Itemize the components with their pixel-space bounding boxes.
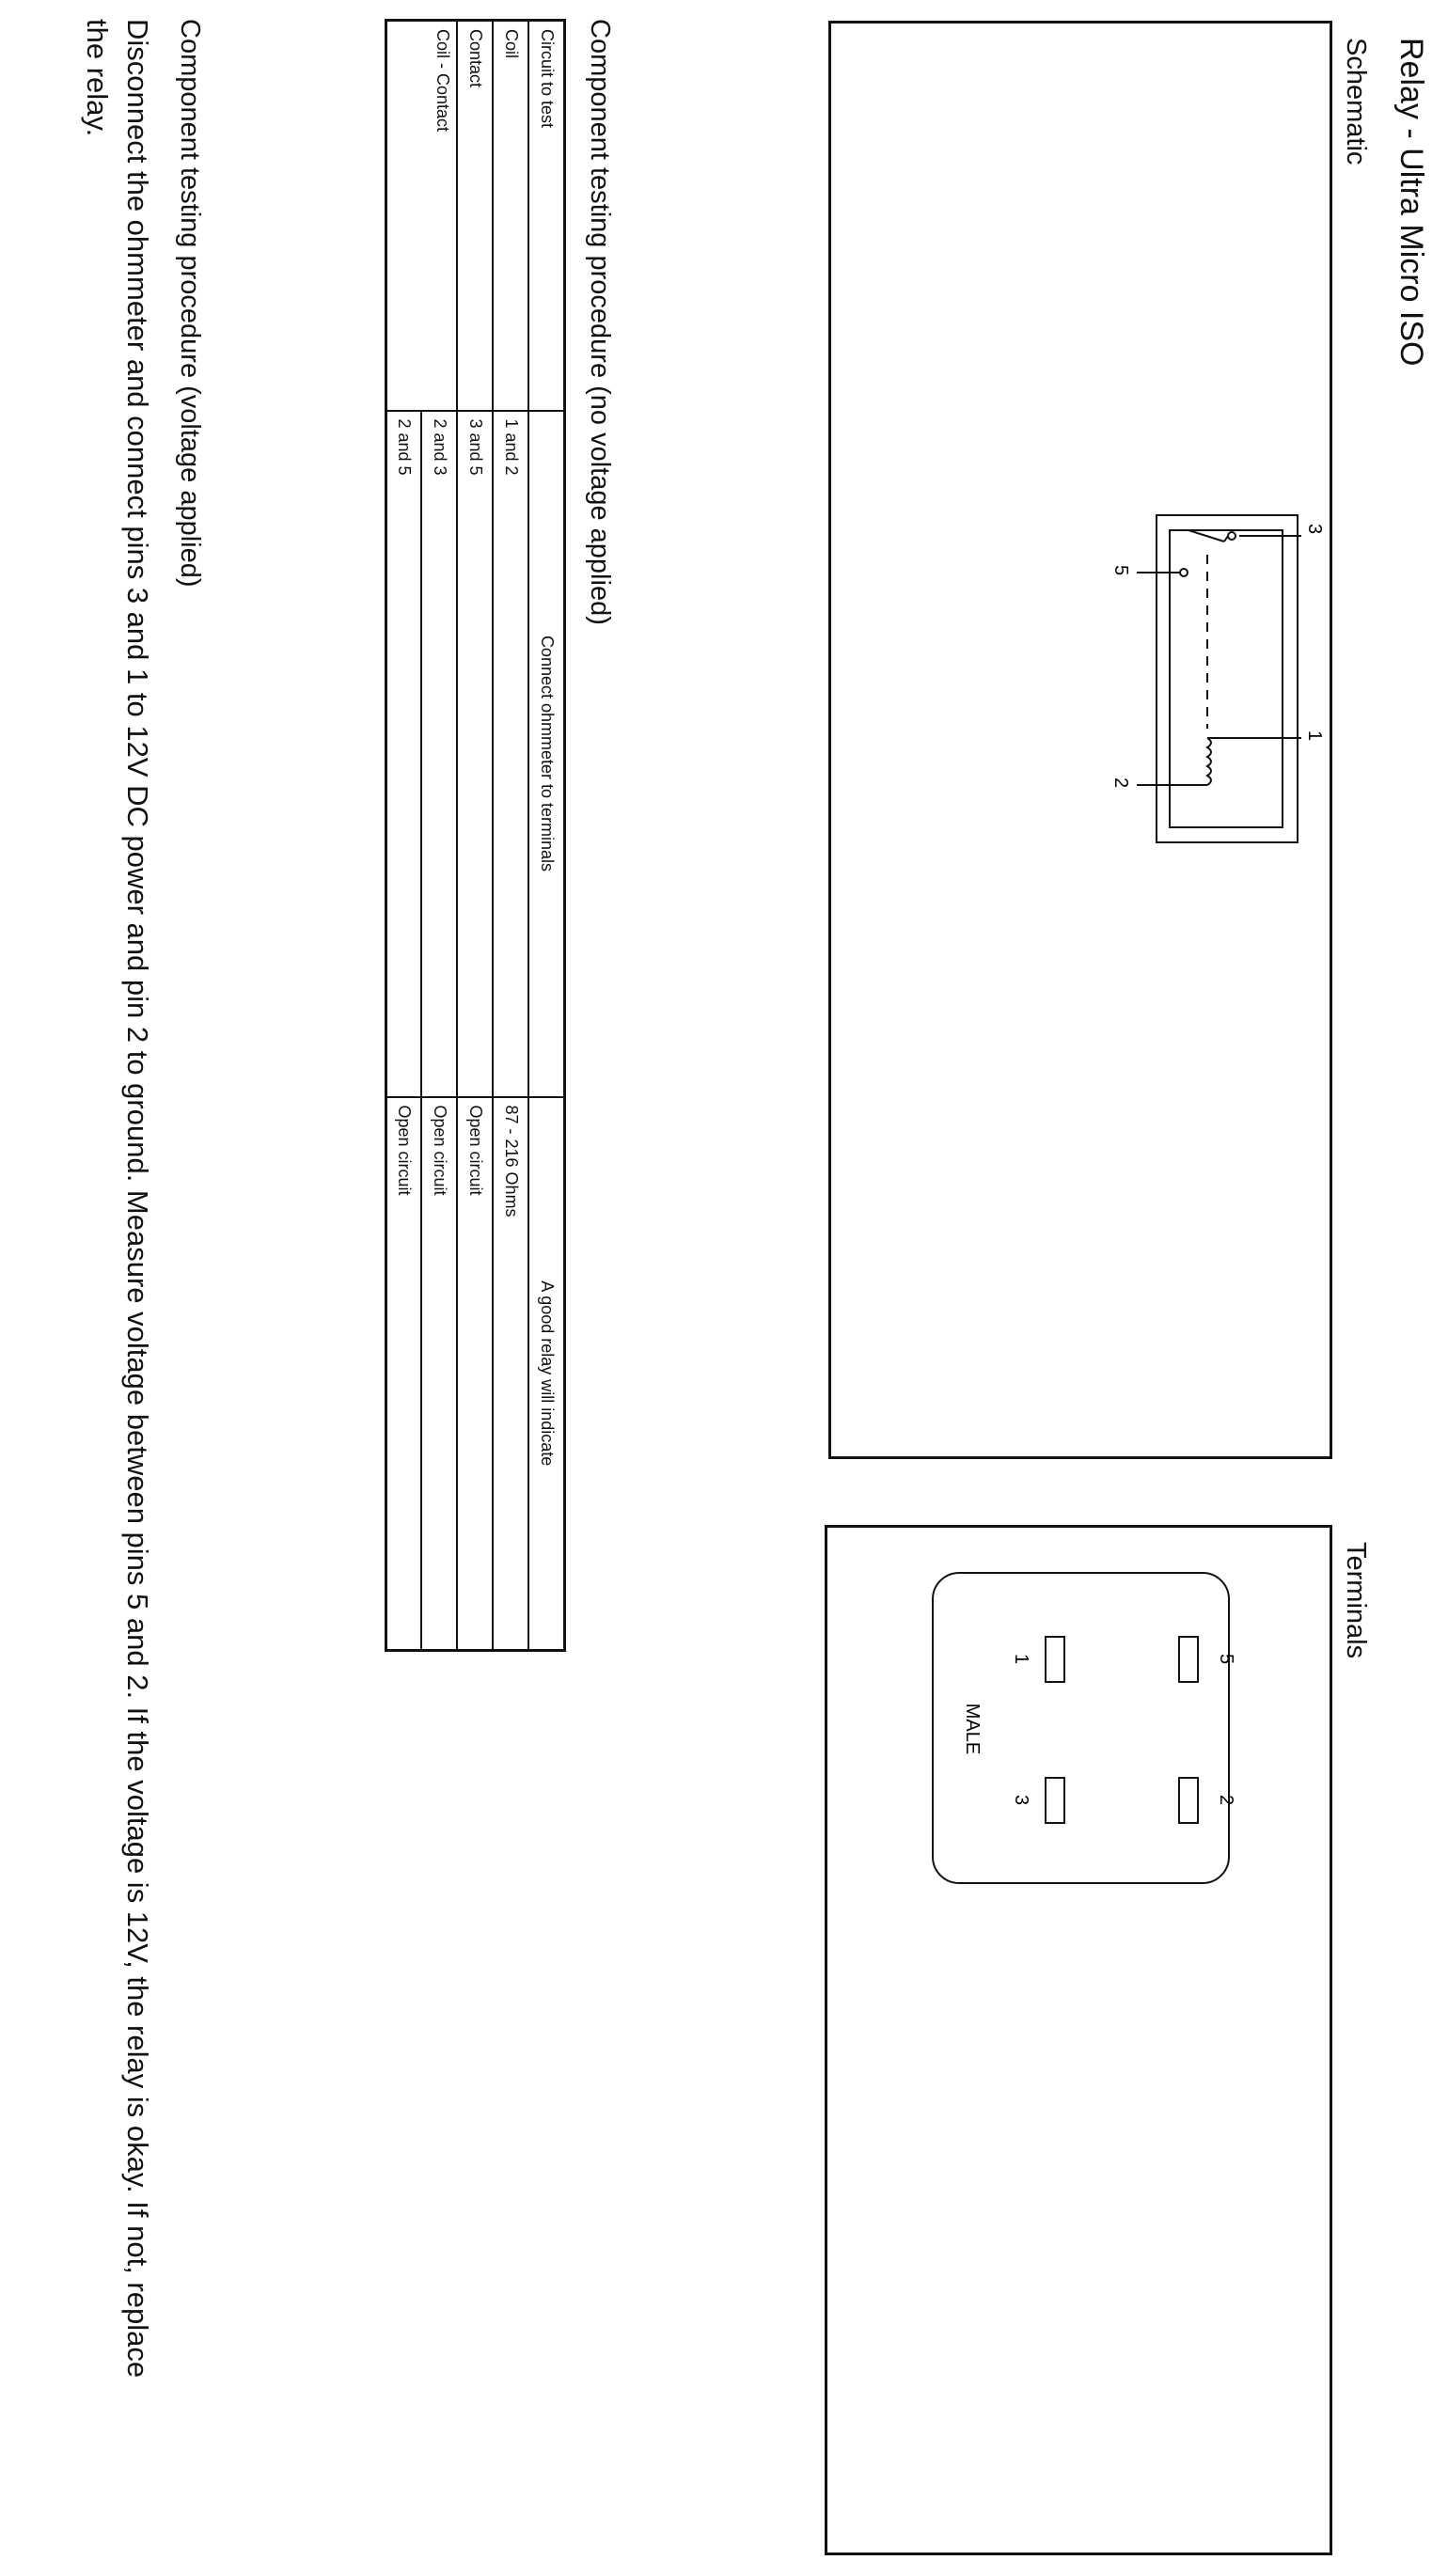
- table-row: [422, 21, 458, 1651]
- voltage-applied-instructions: Disconnect the ohmmeter and connect pins 3 and 1 to 12V DC power and pin 2 to ground. Measure voltage between pins 5 and 2. If the voltage is 12V, the relay is okay. If not, replace the relay.: [81, 19, 154, 2379]
- row-result: Open circuit: [458, 1097, 494, 1651]
- terminal-3-blade: [1046, 1778, 1064, 1823]
- terminal-2-blade: [1179, 1778, 1198, 1823]
- header-circuit: Circuit to test: [529, 21, 565, 411]
- header-result: A good relay will indicate: [529, 1097, 565, 1651]
- relay-schematic-diagram: [831, 24, 1330, 1456]
- schematic-heading: Schematic: [1341, 38, 1371, 165]
- table-header-row: [529, 21, 565, 1651]
- row-terminals: 1 and 2: [494, 411, 529, 1097]
- voltage-applied-heading: Component testing procedure (voltage applied): [175, 19, 205, 588]
- pin3-contact: [1228, 532, 1236, 540]
- connector-male-label: MALE: [962, 1703, 983, 1755]
- row-circuit: Coil: [494, 21, 529, 411]
- switch-arm: [1188, 530, 1224, 542]
- terminals-connector-diagram: [827, 1528, 1330, 2552]
- no-voltage-heading: Component testing procedure (no voltage applied): [585, 19, 615, 625]
- schematic-panel: [828, 21, 1332, 1459]
- row-result: Open circuit: [422, 1097, 458, 1651]
- row-circuit: Contact: [458, 21, 494, 411]
- header-terminals: Connect ohmmeter to terminals: [529, 411, 565, 1097]
- terminal-5-label: 5: [1216, 1654, 1236, 1665]
- terminal-3-label: 3: [1011, 1795, 1031, 1806]
- no-voltage-table: [385, 19, 566, 1652]
- pin5-contact: [1180, 569, 1188, 576]
- row-terminals: 3 and 5: [458, 411, 494, 1097]
- terminal-1-blade: [1046, 1637, 1064, 1682]
- terminals-heading: Terminals: [1341, 1542, 1371, 1659]
- schematic-pin-3-label: 3: [1304, 524, 1325, 535]
- row-result: Open circuit: [386, 1097, 422, 1651]
- row-terminals: 2 and 3: [422, 411, 458, 1097]
- terminal-2-label: 2: [1216, 1795, 1236, 1806]
- row-terminals: 2 and 5: [386, 411, 422, 1097]
- schematic-pin-1-label: 1: [1304, 730, 1325, 742]
- terminal-5-blade: [1179, 1637, 1198, 1682]
- row-circuit: Coil - Contact: [386, 21, 458, 411]
- terminal-1-label: 1: [1011, 1654, 1031, 1665]
- relay-outer-frame: [1157, 515, 1298, 842]
- page-title: Relay - Ultra Micro ISO: [1393, 38, 1429, 367]
- relay-coil: [1207, 738, 1211, 785]
- table-row: [494, 21, 529, 1651]
- terminals-panel: [825, 1525, 1332, 2555]
- table-row: [458, 21, 494, 1651]
- row-result: 87 - 216 Ohms: [494, 1097, 529, 1651]
- contact-link: [1224, 536, 1228, 542]
- schematic-pin-5-label: 5: [1110, 565, 1131, 576]
- schematic-pin-2-label: 2: [1110, 778, 1131, 789]
